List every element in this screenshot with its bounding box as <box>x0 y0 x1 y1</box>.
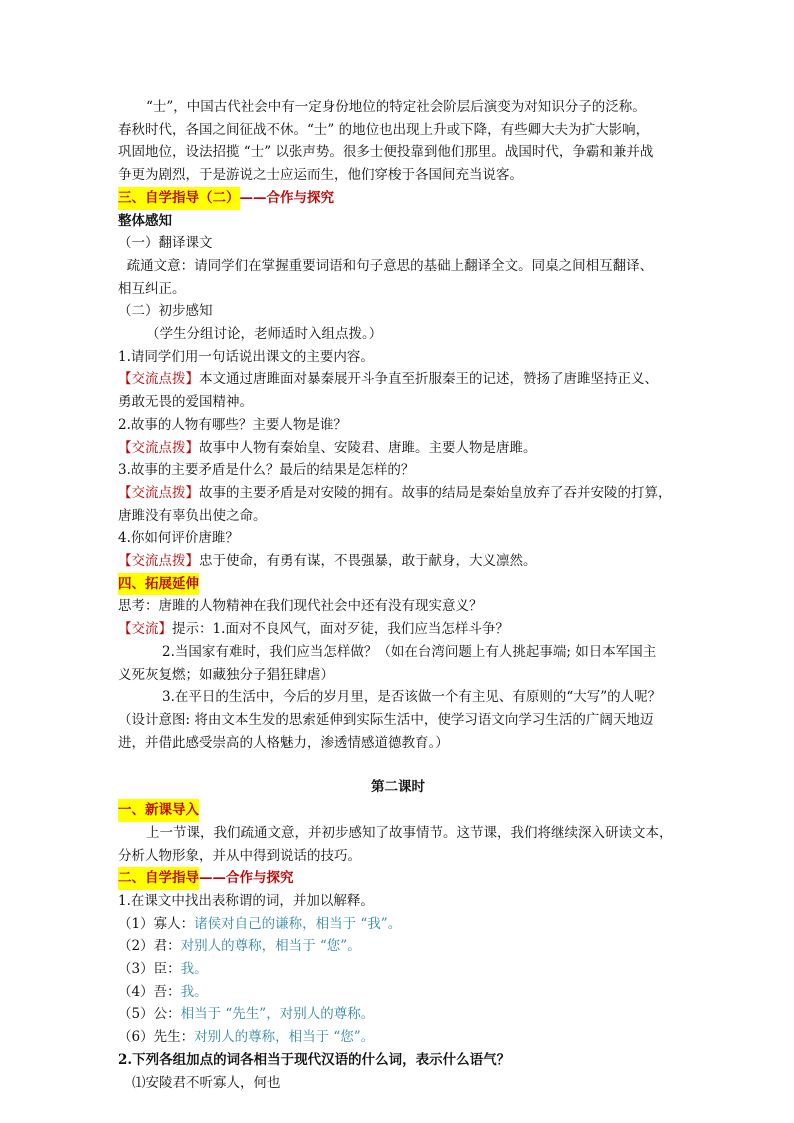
section-heading-4 <box>118 573 678 596</box>
design-intent: （设计意图: 将由文本生发的思索延伸到实际生活中，使学习语文向学习生活的广阔天地迈 <box>118 711 654 728</box>
section-heading-4-highlight: 四、拓展延伸 <box>118 573 199 596</box>
hint-2-continued: 义死灰复燃；如藏独分子猖狂肆虐） <box>118 666 334 683</box>
term-key: （6）先生： <box>118 1029 195 1046</box>
term-key: （4）吾： <box>118 983 181 1000</box>
section-heading-2b-highlight: 二、自学指导 <box>118 867 199 890</box>
answer-tag: 【交流点拨】 <box>118 439 199 456</box>
term-value: 对别人的尊称，相当于 “您”。 <box>194 1029 375 1046</box>
answer-4 <box>118 550 678 573</box>
task-1: 1.在课文中找出表称谓的词，并加以解释。 <box>118 892 374 909</box>
section-heading-3 <box>118 187 678 210</box>
document-body <box>118 96 678 1094</box>
term-value: 我。 <box>180 983 208 1000</box>
intro-line: 巩固地位，设法招揽 “士” 以张声势。很多士便投靠到他们那里。战国时代，争霸和兼并战 <box>118 144 654 161</box>
jiaoliu-tag: 【交流】 <box>118 621 172 638</box>
answer-3 <box>118 482 678 505</box>
answer-1-continued: 勇敢无畏的爱国精神。 <box>118 394 253 411</box>
section-heading-1b <box>118 799 678 822</box>
section-heading-3-highlight: 三、自学指导（二） <box>118 187 240 210</box>
term-key: （3）臣： <box>118 961 181 978</box>
answer-2-text: 故事中人物有秦始皇、安陵君、唐雎。主要人物是唐雎。 <box>199 439 537 456</box>
term-key: （5）公： <box>118 1006 181 1023</box>
term-item <box>118 981 678 1004</box>
term-item <box>118 935 678 958</box>
question-4: 4.你如何评价唐雎？ <box>118 530 239 547</box>
section-heading-2b <box>118 867 678 890</box>
task-2: 2.下列各组加点的词各相当于现代汉语的什么词，表示什么语气？ <box>118 1051 511 1068</box>
section-heading-2b-rest: ——合作与探究 <box>199 870 294 887</box>
term-key: （1）寡人： <box>118 915 195 932</box>
answer-tag: 【交流点拨】 <box>118 484 199 501</box>
hint-1 <box>118 618 678 641</box>
hint-1-text: 提示：1.面对不良风气，面对歹徒，我们应当怎样斗争？ <box>172 621 509 638</box>
answer-tag: 【交流点拨】 <box>118 553 199 570</box>
intro-line: “士”，中国古代社会中有一定身份地位的特定社会阶层后演变为对知识分子的泛称。 <box>146 99 646 115</box>
lead-in-line: 分析人物形象，并从中得到说话的技巧。 <box>118 847 361 864</box>
answer-tag: 【交流点拨】 <box>118 371 199 388</box>
answer-3-text: 故事的主要矛盾是对安陵的拥有。故事的结局是秦始皇放弃了吞并安陵的打算， <box>199 484 672 501</box>
intro-line: 争更为剧烈，于是游说之士应运而生，他们穿梭于各国间充当说客。 <box>118 167 523 184</box>
term-value: 相当于 “先生”，对别人的尊称。 <box>180 1006 375 1023</box>
answer-1-text: 本文通过唐雎面对暴秦展开斗争直至折服秦王的记述，赞扬了唐雎坚持正义、 <box>199 371 658 388</box>
intro-line: 春秋时代，各国之间征战不休。“士” 的地位也出现上升或下降，有些卿大夫为扩大影响， <box>118 121 650 138</box>
section-heading-1b-highlight: 一、新课导入 <box>118 799 199 822</box>
term-item <box>118 1026 678 1049</box>
design-intent-continued: 进，并借此感受崇高的人格魅力，渗透情感道德教育。） <box>118 734 449 751</box>
term-item <box>118 958 678 981</box>
question-2: 2.故事的人物有哪些？主要人物是谁？ <box>118 416 347 433</box>
translate-heading: （一）翻译课文 <box>118 235 213 252</box>
term-item <box>118 913 678 936</box>
hint-3: 3.在平日的生活中，今后的岁月里，是否该做一个有主见、有原则的“大写”的人呢？ <box>162 689 662 706</box>
term-value: 诸侯对自己的谦称，相当于 “我”。 <box>194 915 402 932</box>
subheading-overall: 整体感知 <box>118 212 172 229</box>
term-key: （2）君： <box>118 938 181 955</box>
question-1: 1.请同学们用一句话说出课文的主要内容。 <box>118 348 374 365</box>
answer-2 <box>118 437 678 460</box>
perceive-note: （学生分组讨论，老师适时入组点拨。） <box>146 326 383 343</box>
term-item <box>118 1003 678 1026</box>
answer-4-text: 忠于使命，有勇有谋，不畏强暴，敢于献身，大义凛然。 <box>199 553 537 570</box>
answer-1 <box>118 368 678 391</box>
lesson-2-title: 第二课时 <box>371 779 425 796</box>
term-value: 对别人的尊称，相当于 “您”。 <box>180 938 361 955</box>
hint-2: 2.当国家有难时，我们应当怎样做？（如在台湾问题上有人挑起事端; 如日本军国主 <box>162 643 657 660</box>
translate-body-line: 相互纠正。 <box>118 280 186 297</box>
perceive-heading: （二）初步感知 <box>118 303 213 320</box>
question-3: 3.故事的主要矛盾是什么？最后的结果是怎样的？ <box>118 462 415 479</box>
think-question: 思考：唐雎的人物精神在我们现代社会中还有没有现实意义？ <box>118 598 483 615</box>
term-value: 我。 <box>180 961 208 978</box>
answer-3-continued: 唐雎没有辜负出使之命。 <box>118 507 267 524</box>
task-2-item-1: ⑴安陵君不听寡人，何也 <box>132 1074 281 1091</box>
translate-body-line: 疏通文意：请同学们在掌握重要词语和句子意思的基础上翻译全文。同桌之间相互翻译、 <box>118 257 654 274</box>
lead-in-line: 上一节课，我们疏通文意，并初步感知了故事情节。这节课，我们将继续深入研读文本， <box>146 824 673 841</box>
section-heading-3-rest: ——合作与探究 <box>239 189 334 206</box>
